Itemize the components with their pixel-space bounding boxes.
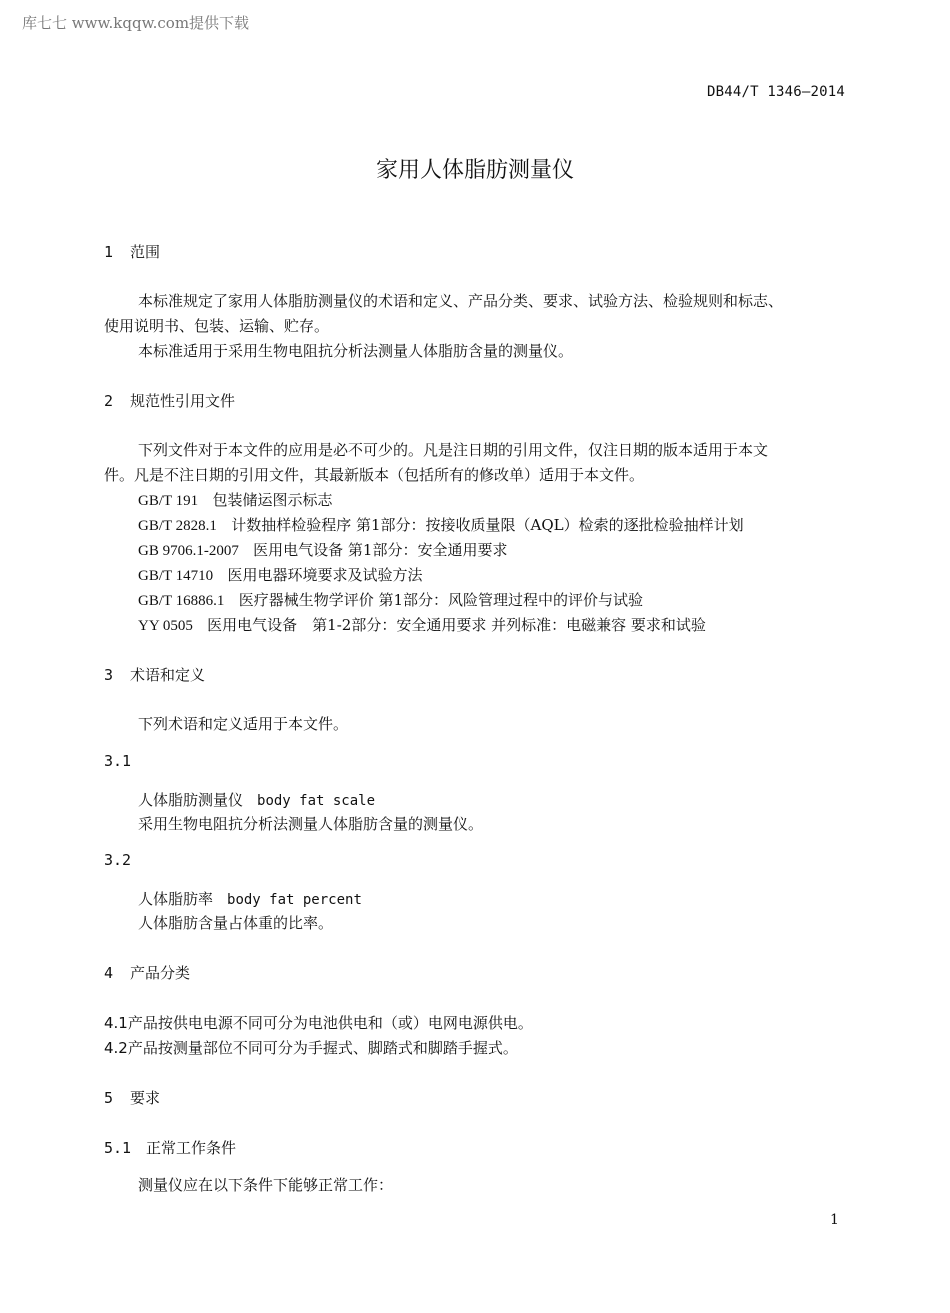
clause-number: 3.1 — [104, 752, 132, 770]
reference-item — [138, 514, 744, 535]
document-title: 家用人体脂肪测量仪 — [375, 158, 574, 183]
reference-item — [138, 564, 422, 585]
term-definition: 采用生物电阻抗分析法测量人体脂肪含量的测量仪。 — [138, 815, 484, 833]
clause-number: 3.2 — [104, 851, 132, 869]
reference-title: 计数抽样检验程序 第1部分：按接收质量限（AQL）检索的逐批检验抽样计划 — [231, 516, 744, 534]
paragraph: 本标准规定了家用人体脂肪测量仪的术语和定义、产品分类、要求、试验方法、检验规则和标志、 — [138, 292, 784, 310]
clause-number: 5.1 — [104, 1139, 132, 1157]
term-zh: 人体脂肪率 — [138, 890, 214, 908]
reference-title: 医用电气设备 第1部分：安全通用要求 — [253, 541, 508, 559]
reference-title: 医疗器械生物学评价 第1部分：风险管理过程中的评价与试验 — [238, 591, 644, 609]
term-en: body fat percent — [227, 892, 362, 908]
paragraph: 测量仪应在以下条件下能够正常工作： — [138, 1176, 394, 1194]
reference-code: GB/T 2828.1 — [138, 518, 217, 534]
term-number — [104, 752, 131, 770]
section-number: 4 — [104, 964, 114, 982]
reference-item — [138, 589, 643, 610]
clause-text: 产品按供电电源不同可分为电池供电和（或）电网电源供电。 — [127, 1014, 533, 1032]
document-number: DB44/T 1346—2014 — [706, 84, 845, 100]
reference-code: GB/T 191 — [138, 493, 199, 509]
section-title: 范围 — [130, 243, 161, 261]
section-number: 5 — [104, 1089, 114, 1107]
section-title: 术语和定义 — [130, 666, 206, 684]
term-heading — [138, 888, 362, 909]
term-heading — [138, 789, 375, 810]
term-number — [104, 851, 131, 869]
section-number: 2 — [104, 392, 114, 410]
paragraph: 本标准适用于采用生物电阻抗分析法测量人体脂肪含量的测量仪。 — [138, 342, 574, 360]
paragraph: 下列术语和定义适用于本文件。 — [138, 715, 349, 733]
reference-item — [138, 489, 332, 510]
section-title: 要求 — [130, 1089, 161, 1107]
paragraph: 件。凡是不注日期的引用文件，其最新版本（包括所有的修改单）适用于本文件。 — [104, 466, 645, 484]
section-number: 3 — [104, 666, 114, 684]
reference-item — [138, 539, 507, 560]
clause-text: 产品按测量部位不同可分为手握式、脚踏式和脚踏手握式。 — [127, 1039, 518, 1057]
section-4-heading — [104, 962, 190, 983]
reference-title: 医用电器环境要求及试验方法 — [227, 566, 423, 584]
section-title: 产品分类 — [130, 964, 191, 982]
paragraph: 使用说明书、包装、运输、贮存。 — [104, 317, 330, 335]
clause-item — [104, 1037, 518, 1058]
section-1-heading — [104, 241, 160, 262]
section-number: 1 — [104, 243, 114, 261]
paragraph: 下列文件对于本文件的应用是必不可少的。凡是注日期的引用文件，仅注日期的版本适用于本文 — [138, 441, 769, 459]
clause-number: 4.2 — [104, 1039, 128, 1057]
reference-code: GB 9706.1-2007 — [138, 543, 239, 559]
section-title: 规范性引用文件 — [130, 392, 236, 410]
reference-title: 包装储运图示标志 — [212, 491, 333, 509]
reference-title: 医用电气设备 第1-2部分：安全通用要求 并列标准：电磁兼容 要求和试验 — [207, 616, 706, 634]
clause-item — [104, 1012, 533, 1033]
section-2-heading — [104, 390, 235, 411]
clause-number: 4.1 — [104, 1014, 128, 1032]
term-definition: 人体脂肪含量占体重的比率。 — [138, 914, 334, 932]
reference-code: GB/T 16886.1 — [138, 593, 225, 609]
reference-item — [138, 614, 706, 635]
watermark: 库七七 www.kqqw.com提供下载 — [22, 14, 250, 32]
term-en: body fat scale — [257, 793, 376, 809]
page-number: 1 — [830, 1212, 839, 1228]
section-5-heading — [104, 1087, 160, 1108]
term-zh: 人体脂肪测量仪 — [138, 791, 244, 809]
reference-code: GB/T 14710 — [138, 568, 214, 584]
reference-code: YY 0505 — [138, 618, 193, 634]
section-3-heading — [104, 664, 205, 685]
subsection-5-1-heading — [104, 1137, 236, 1158]
subsection-title: 正常工作条件 — [146, 1139, 237, 1157]
